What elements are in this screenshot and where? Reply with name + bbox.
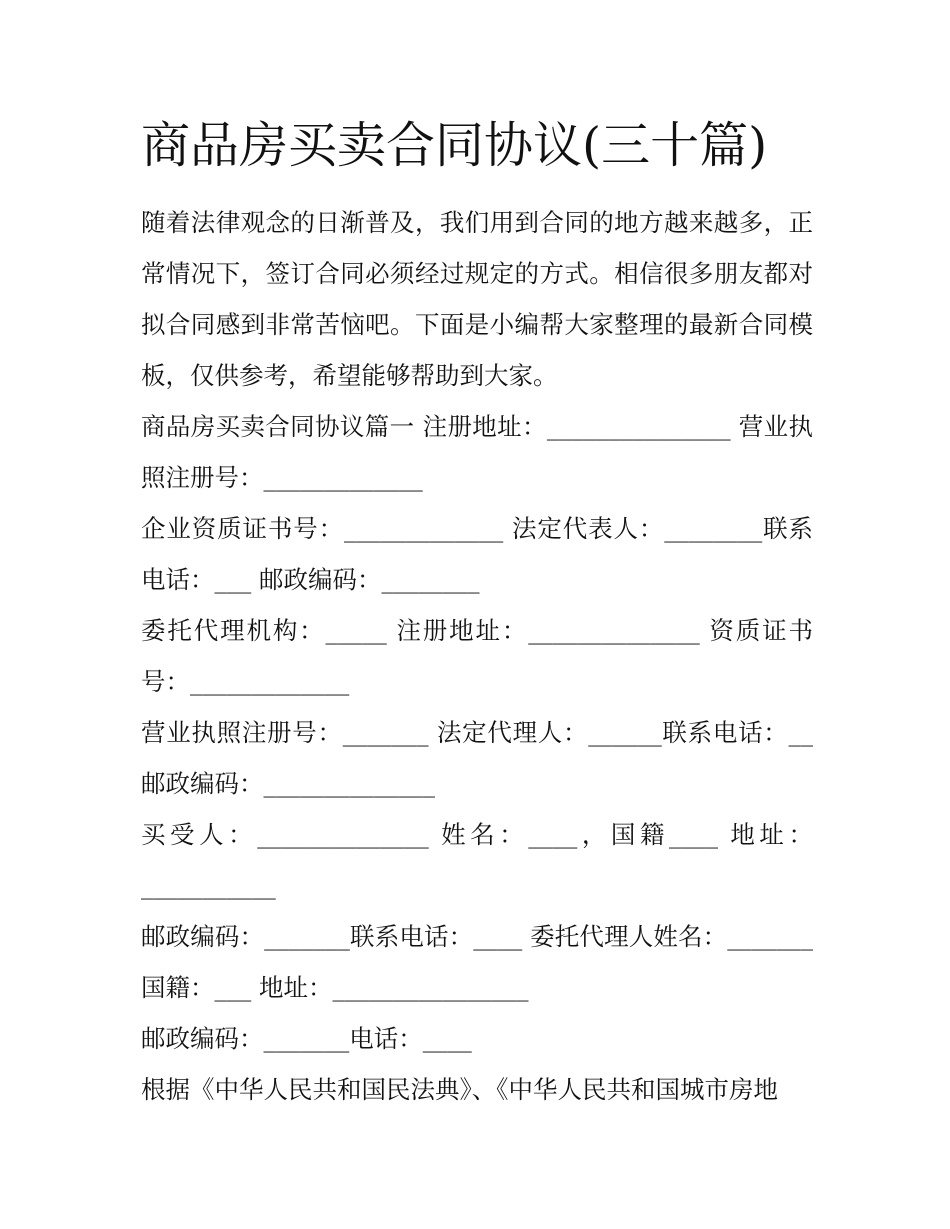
document-title: 商品房买卖合同协议(三十篇)	[141, 117, 768, 174]
seller-qualification-line: 企业资质证书号：_____________ 法定代表人：________联系电话：___ 邮政编码：________	[141, 514, 813, 594]
seller-address-line: 商品房买卖合同协议篇一 注册地址：_______________ 营业执照注册号：_____________	[141, 412, 813, 492]
buyer-postcode-line: 邮政编码：_______电话：____	[141, 1024, 472, 1053]
agency-license-line: 营业执照注册号：_______ 法定代理人：______联系电话：__ 邮政编码：______________	[141, 718, 813, 798]
intro-paragraph: 随着法律观念的日渐普及，我们用到合同的地方越来越多，正常情况下，签订合同必须经过规定的方式。相信很多朋友都对拟合同感到非常苦恼吧。下面是小编帮大家整理的最新合同模板，仅供参考，希望能够帮助到大家。	[141, 208, 813, 390]
buyer-line: 买受人：______________ 姓名：____，国籍____ 地址：___________	[141, 820, 813, 900]
document-body	[141, 197, 813, 1115]
agency-line: 委托代理机构：_____ 注册地址：______________ 资质证书号：_____________	[141, 616, 813, 696]
buyer-agent-line: 邮政编码：_______联系电话：____ 委托代理人姓名：_______国籍：___ 地址：________________	[141, 922, 813, 1002]
legal-basis-line: 根据《中华人民共和国民法典》、《中华人民共和国城市房地	[141, 1075, 778, 1104]
